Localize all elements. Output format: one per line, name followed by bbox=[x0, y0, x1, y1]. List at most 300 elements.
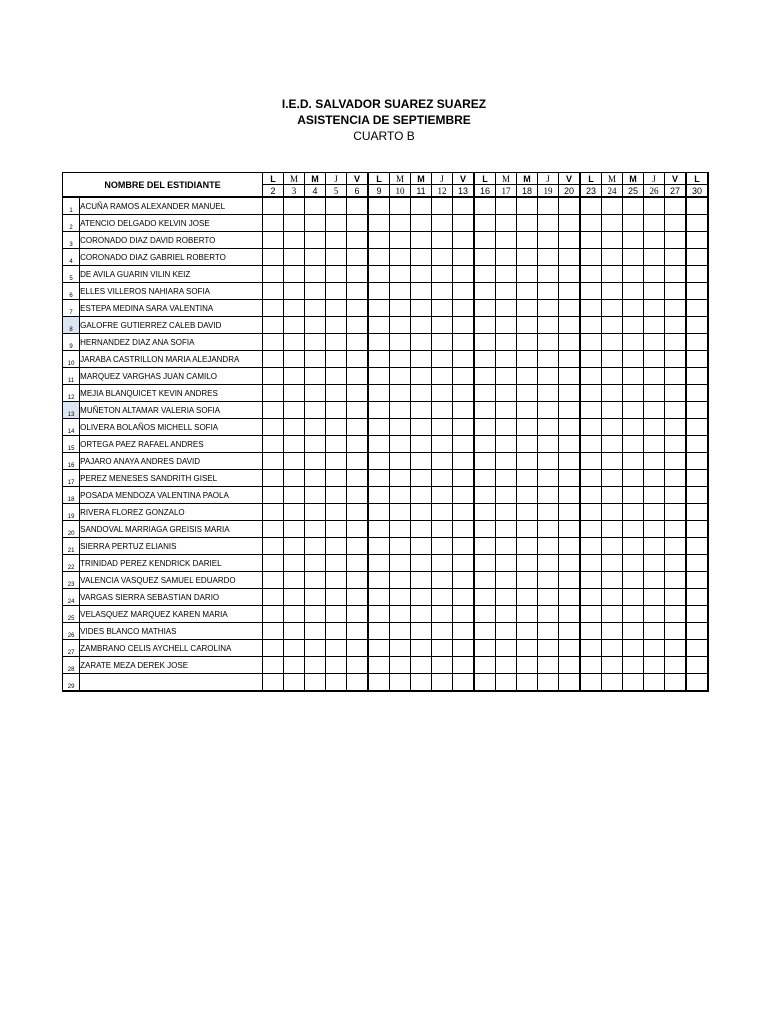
attendance-cell[interactable] bbox=[411, 368, 432, 385]
attendance-cell[interactable] bbox=[602, 232, 623, 249]
attendance-cell[interactable] bbox=[538, 572, 559, 589]
attendance-cell[interactable] bbox=[559, 385, 581, 402]
attendance-cell[interactable] bbox=[602, 674, 623, 692]
attendance-cell[interactable] bbox=[602, 453, 623, 470]
attendance-cell[interactable] bbox=[284, 249, 305, 266]
attendance-cell[interactable] bbox=[623, 470, 644, 487]
attendance-cell[interactable] bbox=[305, 385, 326, 402]
attendance-cell[interactable] bbox=[453, 215, 475, 232]
attendance-cell[interactable] bbox=[686, 334, 708, 351]
attendance-cell[interactable] bbox=[305, 589, 326, 606]
attendance-cell[interactable] bbox=[432, 283, 453, 300]
attendance-cell[interactable] bbox=[665, 368, 687, 385]
attendance-cell[interactable] bbox=[305, 606, 326, 623]
attendance-cell[interactable] bbox=[517, 300, 538, 317]
attendance-cell[interactable] bbox=[517, 453, 538, 470]
attendance-cell[interactable] bbox=[368, 640, 390, 657]
attendance-cell[interactable] bbox=[517, 351, 538, 368]
attendance-cell[interactable] bbox=[644, 623, 665, 640]
attendance-cell[interactable] bbox=[474, 351, 496, 368]
attendance-cell[interactable] bbox=[263, 368, 284, 385]
attendance-cell[interactable] bbox=[580, 487, 602, 504]
attendance-cell[interactable] bbox=[538, 487, 559, 504]
attendance-cell[interactable] bbox=[623, 589, 644, 606]
attendance-cell[interactable] bbox=[453, 674, 475, 692]
attendance-cell[interactable] bbox=[665, 674, 687, 692]
attendance-cell[interactable] bbox=[686, 453, 708, 470]
attendance-cell[interactable] bbox=[326, 674, 347, 692]
attendance-cell[interactable] bbox=[347, 589, 369, 606]
attendance-cell[interactable] bbox=[559, 249, 581, 266]
attendance-cell[interactable] bbox=[644, 334, 665, 351]
attendance-cell[interactable] bbox=[644, 504, 665, 521]
attendance-cell[interactable] bbox=[686, 300, 708, 317]
attendance-cell[interactable] bbox=[432, 232, 453, 249]
attendance-cell[interactable] bbox=[559, 351, 581, 368]
attendance-cell[interactable] bbox=[686, 402, 708, 419]
attendance-cell[interactable] bbox=[347, 623, 369, 640]
attendance-cell[interactable] bbox=[580, 436, 602, 453]
attendance-cell[interactable] bbox=[326, 589, 347, 606]
attendance-cell[interactable] bbox=[390, 623, 411, 640]
attendance-cell[interactable] bbox=[432, 572, 453, 589]
attendance-cell[interactable] bbox=[686, 266, 708, 283]
attendance-cell[interactable] bbox=[368, 674, 390, 692]
attendance-cell[interactable] bbox=[665, 589, 687, 606]
attendance-cell[interactable] bbox=[390, 470, 411, 487]
attendance-cell[interactable] bbox=[390, 572, 411, 589]
attendance-cell[interactable] bbox=[644, 215, 665, 232]
attendance-cell[interactable] bbox=[390, 538, 411, 555]
attendance-cell[interactable] bbox=[326, 283, 347, 300]
attendance-cell[interactable] bbox=[517, 504, 538, 521]
attendance-cell[interactable] bbox=[517, 521, 538, 538]
attendance-cell[interactable] bbox=[665, 197, 687, 215]
attendance-cell[interactable] bbox=[284, 402, 305, 419]
attendance-cell[interactable] bbox=[602, 504, 623, 521]
attendance-cell[interactable] bbox=[496, 436, 517, 453]
attendance-cell[interactable] bbox=[305, 368, 326, 385]
attendance-cell[interactable] bbox=[347, 197, 369, 215]
attendance-cell[interactable] bbox=[644, 419, 665, 436]
attendance-cell[interactable] bbox=[580, 197, 602, 215]
attendance-cell[interactable] bbox=[347, 283, 369, 300]
attendance-cell[interactable] bbox=[665, 555, 687, 572]
attendance-cell[interactable] bbox=[305, 572, 326, 589]
attendance-cell[interactable] bbox=[538, 249, 559, 266]
attendance-cell[interactable] bbox=[517, 470, 538, 487]
attendance-cell[interactable] bbox=[263, 283, 284, 300]
attendance-cell[interactable] bbox=[623, 504, 644, 521]
attendance-cell[interactable] bbox=[326, 606, 347, 623]
attendance-cell[interactable] bbox=[263, 623, 284, 640]
attendance-cell[interactable] bbox=[580, 538, 602, 555]
attendance-cell[interactable] bbox=[602, 589, 623, 606]
attendance-cell[interactable] bbox=[517, 487, 538, 504]
attendance-cell[interactable] bbox=[517, 674, 538, 692]
attendance-cell[interactable] bbox=[305, 674, 326, 692]
attendance-cell[interactable] bbox=[686, 215, 708, 232]
attendance-cell[interactable] bbox=[580, 351, 602, 368]
attendance-cell[interactable] bbox=[517, 640, 538, 657]
attendance-cell[interactable] bbox=[326, 317, 347, 334]
attendance-cell[interactable] bbox=[644, 266, 665, 283]
attendance-cell[interactable] bbox=[474, 300, 496, 317]
attendance-cell[interactable] bbox=[602, 402, 623, 419]
attendance-cell[interactable] bbox=[347, 351, 369, 368]
attendance-cell[interactable] bbox=[432, 351, 453, 368]
attendance-cell[interactable] bbox=[263, 504, 284, 521]
attendance-cell[interactable] bbox=[305, 657, 326, 674]
attendance-cell[interactable] bbox=[284, 606, 305, 623]
attendance-cell[interactable] bbox=[580, 606, 602, 623]
attendance-cell[interactable] bbox=[263, 402, 284, 419]
attendance-cell[interactable] bbox=[496, 266, 517, 283]
attendance-cell[interactable] bbox=[559, 334, 581, 351]
attendance-cell[interactable] bbox=[284, 640, 305, 657]
attendance-cell[interactable] bbox=[686, 351, 708, 368]
attendance-cell[interactable] bbox=[644, 470, 665, 487]
attendance-cell[interactable] bbox=[686, 419, 708, 436]
attendance-cell[interactable] bbox=[453, 657, 475, 674]
attendance-cell[interactable] bbox=[368, 368, 390, 385]
attendance-cell[interactable] bbox=[580, 283, 602, 300]
attendance-cell[interactable] bbox=[538, 402, 559, 419]
attendance-cell[interactable] bbox=[559, 572, 581, 589]
attendance-cell[interactable] bbox=[559, 266, 581, 283]
attendance-cell[interactable] bbox=[453, 351, 475, 368]
attendance-cell[interactable] bbox=[517, 572, 538, 589]
attendance-cell[interactable] bbox=[326, 555, 347, 572]
attendance-cell[interactable] bbox=[623, 300, 644, 317]
attendance-cell[interactable] bbox=[432, 487, 453, 504]
attendance-cell[interactable] bbox=[496, 283, 517, 300]
attendance-cell[interactable] bbox=[263, 197, 284, 215]
attendance-cell[interactable] bbox=[686, 623, 708, 640]
attendance-cell[interactable] bbox=[559, 640, 581, 657]
attendance-cell[interactable] bbox=[263, 436, 284, 453]
attendance-cell[interactable] bbox=[432, 538, 453, 555]
attendance-cell[interactable] bbox=[390, 521, 411, 538]
attendance-cell[interactable] bbox=[347, 606, 369, 623]
attendance-cell[interactable] bbox=[623, 606, 644, 623]
attendance-cell[interactable] bbox=[284, 521, 305, 538]
attendance-cell[interactable] bbox=[347, 674, 369, 692]
attendance-cell[interactable] bbox=[686, 572, 708, 589]
attendance-cell[interactable] bbox=[602, 436, 623, 453]
attendance-cell[interactable] bbox=[347, 555, 369, 572]
attendance-cell[interactable] bbox=[665, 487, 687, 504]
attendance-cell[interactable] bbox=[390, 504, 411, 521]
attendance-cell[interactable] bbox=[602, 249, 623, 266]
attendance-cell[interactable] bbox=[305, 436, 326, 453]
attendance-cell[interactable] bbox=[368, 470, 390, 487]
attendance-cell[interactable] bbox=[326, 402, 347, 419]
attendance-cell[interactable] bbox=[474, 657, 496, 674]
attendance-cell[interactable] bbox=[559, 606, 581, 623]
attendance-cell[interactable] bbox=[347, 419, 369, 436]
attendance-cell[interactable] bbox=[263, 300, 284, 317]
attendance-cell[interactable] bbox=[538, 385, 559, 402]
attendance-cell[interactable] bbox=[347, 640, 369, 657]
attendance-cell[interactable] bbox=[644, 674, 665, 692]
attendance-cell[interactable] bbox=[559, 657, 581, 674]
attendance-cell[interactable] bbox=[686, 436, 708, 453]
attendance-cell[interactable] bbox=[538, 317, 559, 334]
attendance-cell[interactable] bbox=[517, 266, 538, 283]
attendance-cell[interactable] bbox=[263, 657, 284, 674]
attendance-cell[interactable] bbox=[644, 249, 665, 266]
attendance-cell[interactable] bbox=[263, 249, 284, 266]
attendance-cell[interactable] bbox=[686, 657, 708, 674]
attendance-cell[interactable] bbox=[305, 402, 326, 419]
attendance-cell[interactable] bbox=[623, 674, 644, 692]
attendance-cell[interactable] bbox=[326, 385, 347, 402]
attendance-cell[interactable] bbox=[390, 300, 411, 317]
attendance-cell[interactable] bbox=[538, 589, 559, 606]
attendance-cell[interactable] bbox=[644, 232, 665, 249]
attendance-cell[interactable] bbox=[623, 232, 644, 249]
attendance-cell[interactable] bbox=[390, 606, 411, 623]
attendance-cell[interactable] bbox=[305, 266, 326, 283]
attendance-cell[interactable] bbox=[474, 606, 496, 623]
attendance-cell[interactable] bbox=[305, 197, 326, 215]
attendance-cell[interactable] bbox=[411, 419, 432, 436]
attendance-cell[interactable] bbox=[602, 521, 623, 538]
attendance-cell[interactable] bbox=[390, 640, 411, 657]
attendance-cell[interactable] bbox=[432, 640, 453, 657]
attendance-cell[interactable] bbox=[602, 368, 623, 385]
attendance-cell[interactable] bbox=[580, 334, 602, 351]
attendance-cell[interactable] bbox=[368, 572, 390, 589]
attendance-cell[interactable] bbox=[496, 232, 517, 249]
attendance-cell[interactable] bbox=[665, 453, 687, 470]
attendance-cell[interactable] bbox=[644, 487, 665, 504]
attendance-cell[interactable] bbox=[368, 317, 390, 334]
attendance-cell[interactable] bbox=[347, 266, 369, 283]
attendance-cell[interactable] bbox=[517, 317, 538, 334]
attendance-cell[interactable] bbox=[263, 572, 284, 589]
attendance-cell[interactable] bbox=[284, 197, 305, 215]
attendance-cell[interactable] bbox=[474, 249, 496, 266]
attendance-cell[interactable] bbox=[602, 640, 623, 657]
attendance-cell[interactable] bbox=[602, 606, 623, 623]
attendance-cell[interactable] bbox=[453, 606, 475, 623]
attendance-cell[interactable] bbox=[432, 623, 453, 640]
attendance-cell[interactable] bbox=[644, 572, 665, 589]
attendance-cell[interactable] bbox=[305, 300, 326, 317]
attendance-cell[interactable] bbox=[644, 640, 665, 657]
attendance-cell[interactable] bbox=[411, 572, 432, 589]
attendance-cell[interactable] bbox=[347, 436, 369, 453]
attendance-cell[interactable] bbox=[453, 385, 475, 402]
attendance-cell[interactable] bbox=[432, 521, 453, 538]
attendance-cell[interactable] bbox=[326, 572, 347, 589]
attendance-cell[interactable] bbox=[390, 232, 411, 249]
attendance-cell[interactable] bbox=[496, 249, 517, 266]
attendance-cell[interactable] bbox=[686, 368, 708, 385]
attendance-cell[interactable] bbox=[665, 385, 687, 402]
attendance-cell[interactable] bbox=[496, 300, 517, 317]
attendance-cell[interactable] bbox=[623, 521, 644, 538]
attendance-cell[interactable] bbox=[347, 487, 369, 504]
attendance-cell[interactable] bbox=[284, 470, 305, 487]
attendance-cell[interactable] bbox=[496, 521, 517, 538]
attendance-cell[interactable] bbox=[665, 623, 687, 640]
attendance-cell[interactable] bbox=[284, 555, 305, 572]
attendance-cell[interactable] bbox=[263, 674, 284, 692]
attendance-cell[interactable] bbox=[644, 402, 665, 419]
attendance-cell[interactable] bbox=[305, 521, 326, 538]
attendance-cell[interactable] bbox=[496, 419, 517, 436]
attendance-cell[interactable] bbox=[326, 470, 347, 487]
attendance-cell[interactable] bbox=[496, 674, 517, 692]
attendance-cell[interactable] bbox=[263, 334, 284, 351]
attendance-cell[interactable] bbox=[305, 470, 326, 487]
attendance-cell[interactable] bbox=[686, 487, 708, 504]
attendance-cell[interactable] bbox=[559, 453, 581, 470]
attendance-cell[interactable] bbox=[347, 300, 369, 317]
attendance-cell[interactable] bbox=[432, 402, 453, 419]
attendance-cell[interactable] bbox=[602, 538, 623, 555]
attendance-cell[interactable] bbox=[305, 640, 326, 657]
attendance-cell[interactable] bbox=[474, 555, 496, 572]
attendance-cell[interactable] bbox=[496, 555, 517, 572]
attendance-cell[interactable] bbox=[390, 283, 411, 300]
attendance-cell[interactable] bbox=[580, 453, 602, 470]
attendance-cell[interactable] bbox=[517, 606, 538, 623]
attendance-cell[interactable] bbox=[453, 419, 475, 436]
attendance-cell[interactable] bbox=[368, 334, 390, 351]
attendance-cell[interactable] bbox=[411, 657, 432, 674]
attendance-cell[interactable] bbox=[496, 504, 517, 521]
attendance-cell[interactable] bbox=[368, 249, 390, 266]
attendance-cell[interactable] bbox=[390, 334, 411, 351]
attendance-cell[interactable] bbox=[644, 385, 665, 402]
attendance-cell[interactable] bbox=[411, 334, 432, 351]
attendance-cell[interactable] bbox=[538, 555, 559, 572]
attendance-cell[interactable] bbox=[432, 197, 453, 215]
attendance-cell[interactable] bbox=[368, 589, 390, 606]
attendance-cell[interactable] bbox=[347, 521, 369, 538]
attendance-cell[interactable] bbox=[347, 232, 369, 249]
attendance-cell[interactable] bbox=[559, 197, 581, 215]
attendance-cell[interactable] bbox=[432, 606, 453, 623]
attendance-cell[interactable] bbox=[390, 266, 411, 283]
attendance-cell[interactable] bbox=[538, 521, 559, 538]
attendance-cell[interactable] bbox=[559, 504, 581, 521]
attendance-cell[interactable] bbox=[263, 266, 284, 283]
attendance-cell[interactable] bbox=[517, 555, 538, 572]
attendance-cell[interactable] bbox=[686, 589, 708, 606]
attendance-cell[interactable] bbox=[411, 351, 432, 368]
attendance-cell[interactable] bbox=[580, 521, 602, 538]
attendance-cell[interactable] bbox=[347, 402, 369, 419]
attendance-cell[interactable] bbox=[390, 402, 411, 419]
attendance-cell[interactable] bbox=[284, 283, 305, 300]
attendance-cell[interactable] bbox=[432, 300, 453, 317]
attendance-cell[interactable] bbox=[538, 197, 559, 215]
attendance-cell[interactable] bbox=[623, 215, 644, 232]
attendance-cell[interactable] bbox=[326, 266, 347, 283]
attendance-cell[interactable] bbox=[347, 317, 369, 334]
attendance-cell[interactable] bbox=[411, 232, 432, 249]
attendance-cell[interactable] bbox=[496, 334, 517, 351]
attendance-cell[interactable] bbox=[263, 606, 284, 623]
attendance-cell[interactable] bbox=[580, 470, 602, 487]
attendance-cell[interactable] bbox=[390, 249, 411, 266]
attendance-cell[interactable] bbox=[284, 232, 305, 249]
attendance-cell[interactable] bbox=[326, 436, 347, 453]
attendance-cell[interactable] bbox=[326, 197, 347, 215]
attendance-cell[interactable] bbox=[263, 232, 284, 249]
attendance-cell[interactable] bbox=[411, 197, 432, 215]
attendance-cell[interactable] bbox=[368, 487, 390, 504]
attendance-cell[interactable] bbox=[453, 589, 475, 606]
attendance-cell[interactable] bbox=[538, 215, 559, 232]
attendance-cell[interactable] bbox=[453, 249, 475, 266]
attendance-cell[interactable] bbox=[326, 215, 347, 232]
attendance-cell[interactable] bbox=[559, 589, 581, 606]
attendance-cell[interactable] bbox=[390, 197, 411, 215]
attendance-cell[interactable] bbox=[432, 453, 453, 470]
attendance-cell[interactable] bbox=[390, 555, 411, 572]
attendance-cell[interactable] bbox=[580, 504, 602, 521]
attendance-cell[interactable] bbox=[644, 538, 665, 555]
attendance-cell[interactable] bbox=[665, 606, 687, 623]
attendance-cell[interactable] bbox=[326, 640, 347, 657]
attendance-cell[interactable] bbox=[432, 657, 453, 674]
attendance-cell[interactable] bbox=[474, 283, 496, 300]
attendance-cell[interactable] bbox=[559, 436, 581, 453]
attendance-cell[interactable] bbox=[453, 317, 475, 334]
attendance-cell[interactable] bbox=[347, 215, 369, 232]
attendance-cell[interactable] bbox=[686, 606, 708, 623]
attendance-cell[interactable] bbox=[580, 623, 602, 640]
attendance-cell[interactable] bbox=[305, 419, 326, 436]
attendance-cell[interactable] bbox=[559, 470, 581, 487]
attendance-cell[interactable] bbox=[559, 538, 581, 555]
attendance-cell[interactable] bbox=[284, 436, 305, 453]
attendance-cell[interactable] bbox=[623, 402, 644, 419]
attendance-cell[interactable] bbox=[368, 555, 390, 572]
attendance-cell[interactable] bbox=[390, 436, 411, 453]
attendance-cell[interactable] bbox=[580, 555, 602, 572]
attendance-cell[interactable] bbox=[474, 419, 496, 436]
attendance-cell[interactable] bbox=[559, 232, 581, 249]
attendance-cell[interactable] bbox=[559, 368, 581, 385]
attendance-cell[interactable] bbox=[368, 657, 390, 674]
attendance-cell[interactable] bbox=[474, 589, 496, 606]
attendance-cell[interactable] bbox=[453, 232, 475, 249]
attendance-cell[interactable] bbox=[474, 385, 496, 402]
attendance-cell[interactable] bbox=[305, 504, 326, 521]
attendance-cell[interactable] bbox=[538, 300, 559, 317]
attendance-cell[interactable] bbox=[496, 453, 517, 470]
attendance-cell[interactable] bbox=[496, 215, 517, 232]
attendance-cell[interactable] bbox=[602, 351, 623, 368]
attendance-cell[interactable] bbox=[580, 368, 602, 385]
attendance-cell[interactable] bbox=[517, 368, 538, 385]
attendance-cell[interactable] bbox=[474, 470, 496, 487]
attendance-cell[interactable] bbox=[326, 504, 347, 521]
attendance-cell[interactable] bbox=[538, 470, 559, 487]
attendance-cell[interactable] bbox=[644, 197, 665, 215]
attendance-cell[interactable] bbox=[623, 197, 644, 215]
attendance-cell[interactable] bbox=[432, 470, 453, 487]
attendance-cell[interactable] bbox=[263, 317, 284, 334]
attendance-cell[interactable] bbox=[390, 674, 411, 692]
